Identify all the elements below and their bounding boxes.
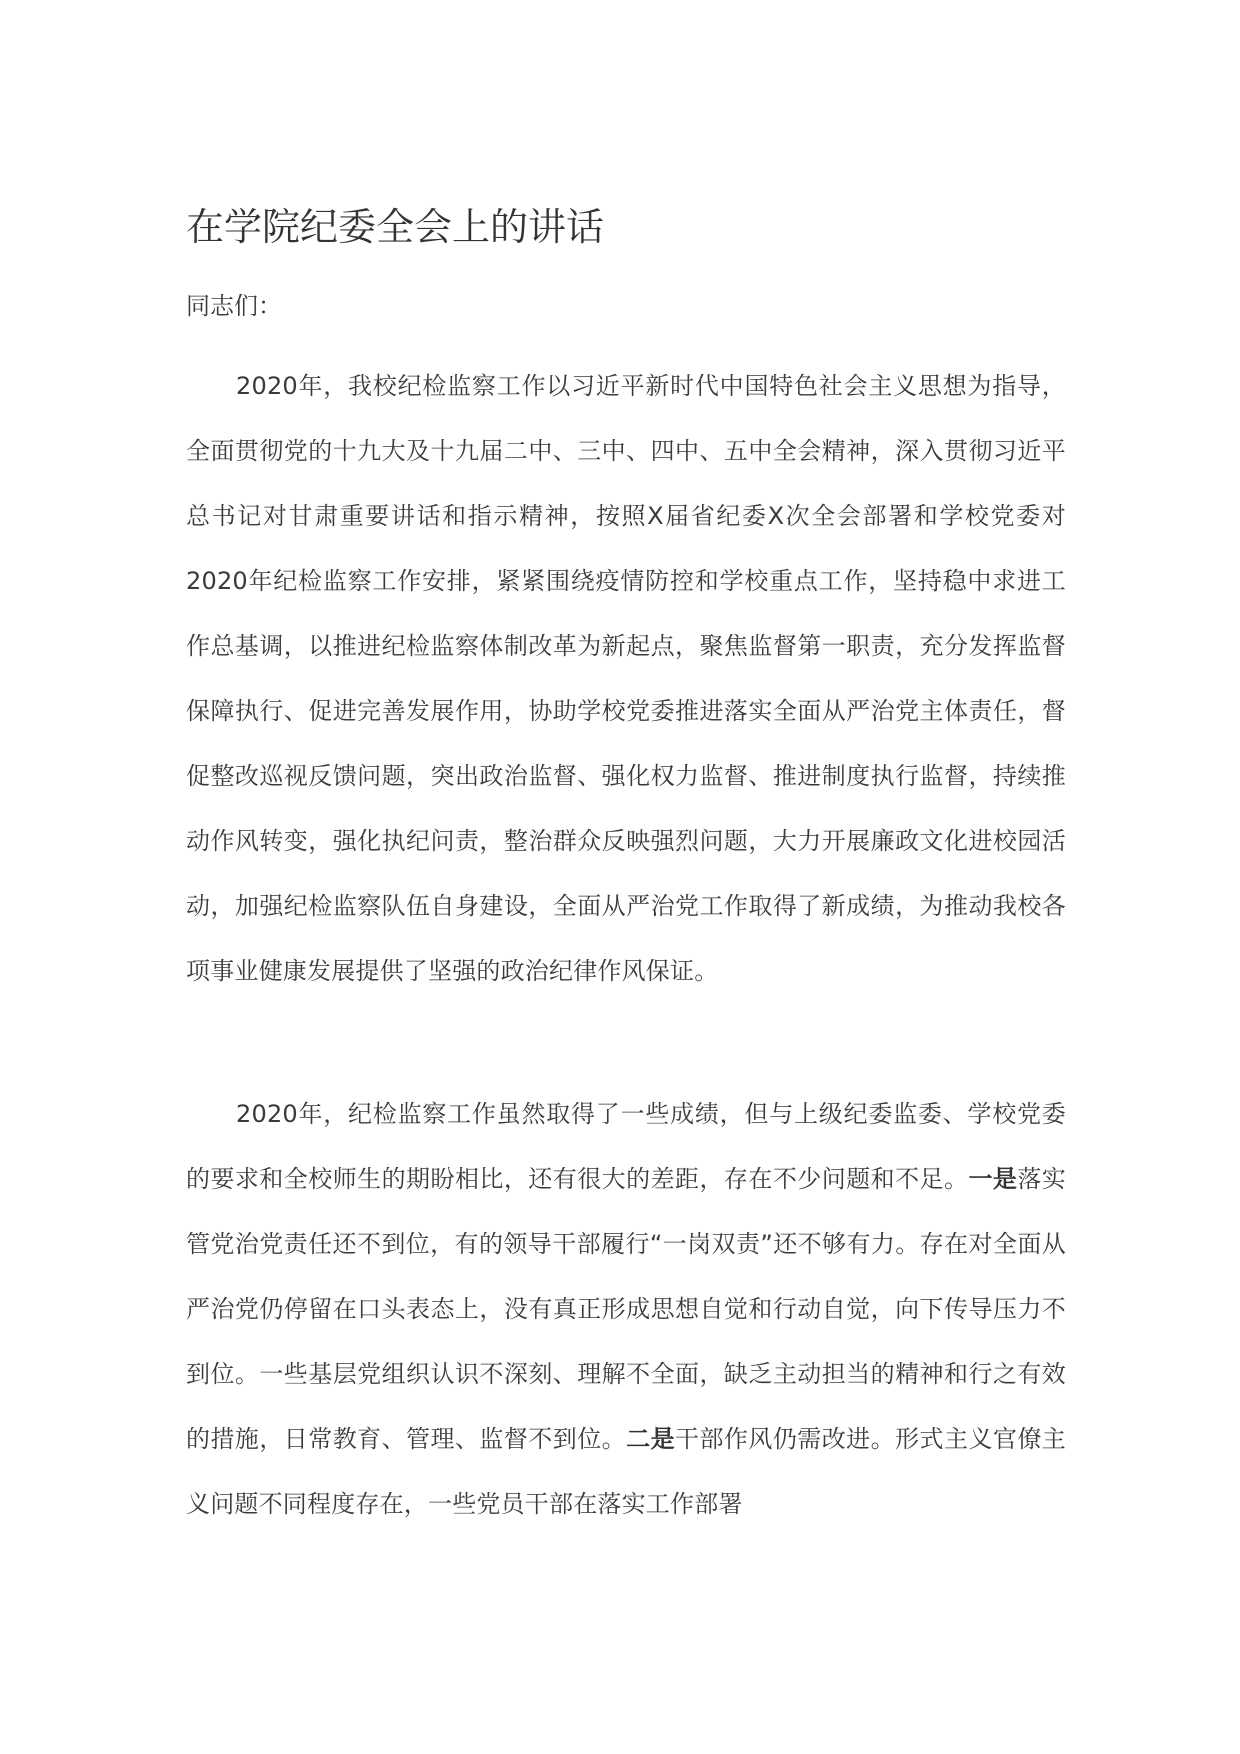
point-one-label: 一是 xyxy=(968,1165,1018,1193)
point-two-label: 二是 xyxy=(626,1425,676,1453)
paragraph-achievements: 2020年，我校纪检监察工作以习近平新时代中国特色社会主义思想为指导，全面贯彻党的十九大及十九届二中、三中、四中、五中全会精神，深入贯彻习近平总书记对甘肃重要讲话和指示精神，按照X届省纪委X次全会部署和学校党委对2020年纪检监察工作安排，紧紧围绕疫情防控和学校重点工作，坚持稳中求进工作总基调，以推进纪检监察体制改革为新起点，聚焦监督第一职责，充分发挥监督保障执行、促进完善发展作用，协助学校党委推进落实全面从严治党主体责任，督促整改巡视反馈问题，突出政治监督、强化权力监督、推进制度执行监督，持续推动作风转变，强化执纪问责，整治群众反映强烈问题，大力开展廉政文化进校园活动，加强纪检监察队伍自身建设，全面从严治党工作取得了新成绩，为推动我校各项事业健康发展提供了坚强的政治纪律作风保证。 xyxy=(186,372,1066,985)
point-two-text: 干部作风仍需改进。形式主义官僚主义问题不同程度存在，一些党员干部在落实工作部署 xyxy=(186,1425,1066,1518)
salutation: 同志们： xyxy=(186,292,282,320)
point-one-text: 落实管党治党责任还不到位，有的领导干部履行“一岗双责”还不够有力。存在对全面从严治党仍停留在口头表态上，没有真正形成思想自觉和行动自觉，向下传导压力不到位。一些基层党组织认识不深刻、理解不全面，缺乏主动担当的精神和行之有效的措施，日常教育、管理、监督不到位。 xyxy=(186,1165,1066,1453)
paragraph-problems xyxy=(186,1082,1066,1587)
paragraph-problems-intro: 2020年，纪检监察工作虽然取得了一些成绩，但与上级纪委监委、学校党委的要求和全校师生的期盼相比，还有很大的差距，存在不少问题和不足。 xyxy=(186,1100,1066,1193)
document-title: 在学院纪委全会上的讲话 xyxy=(186,205,605,249)
